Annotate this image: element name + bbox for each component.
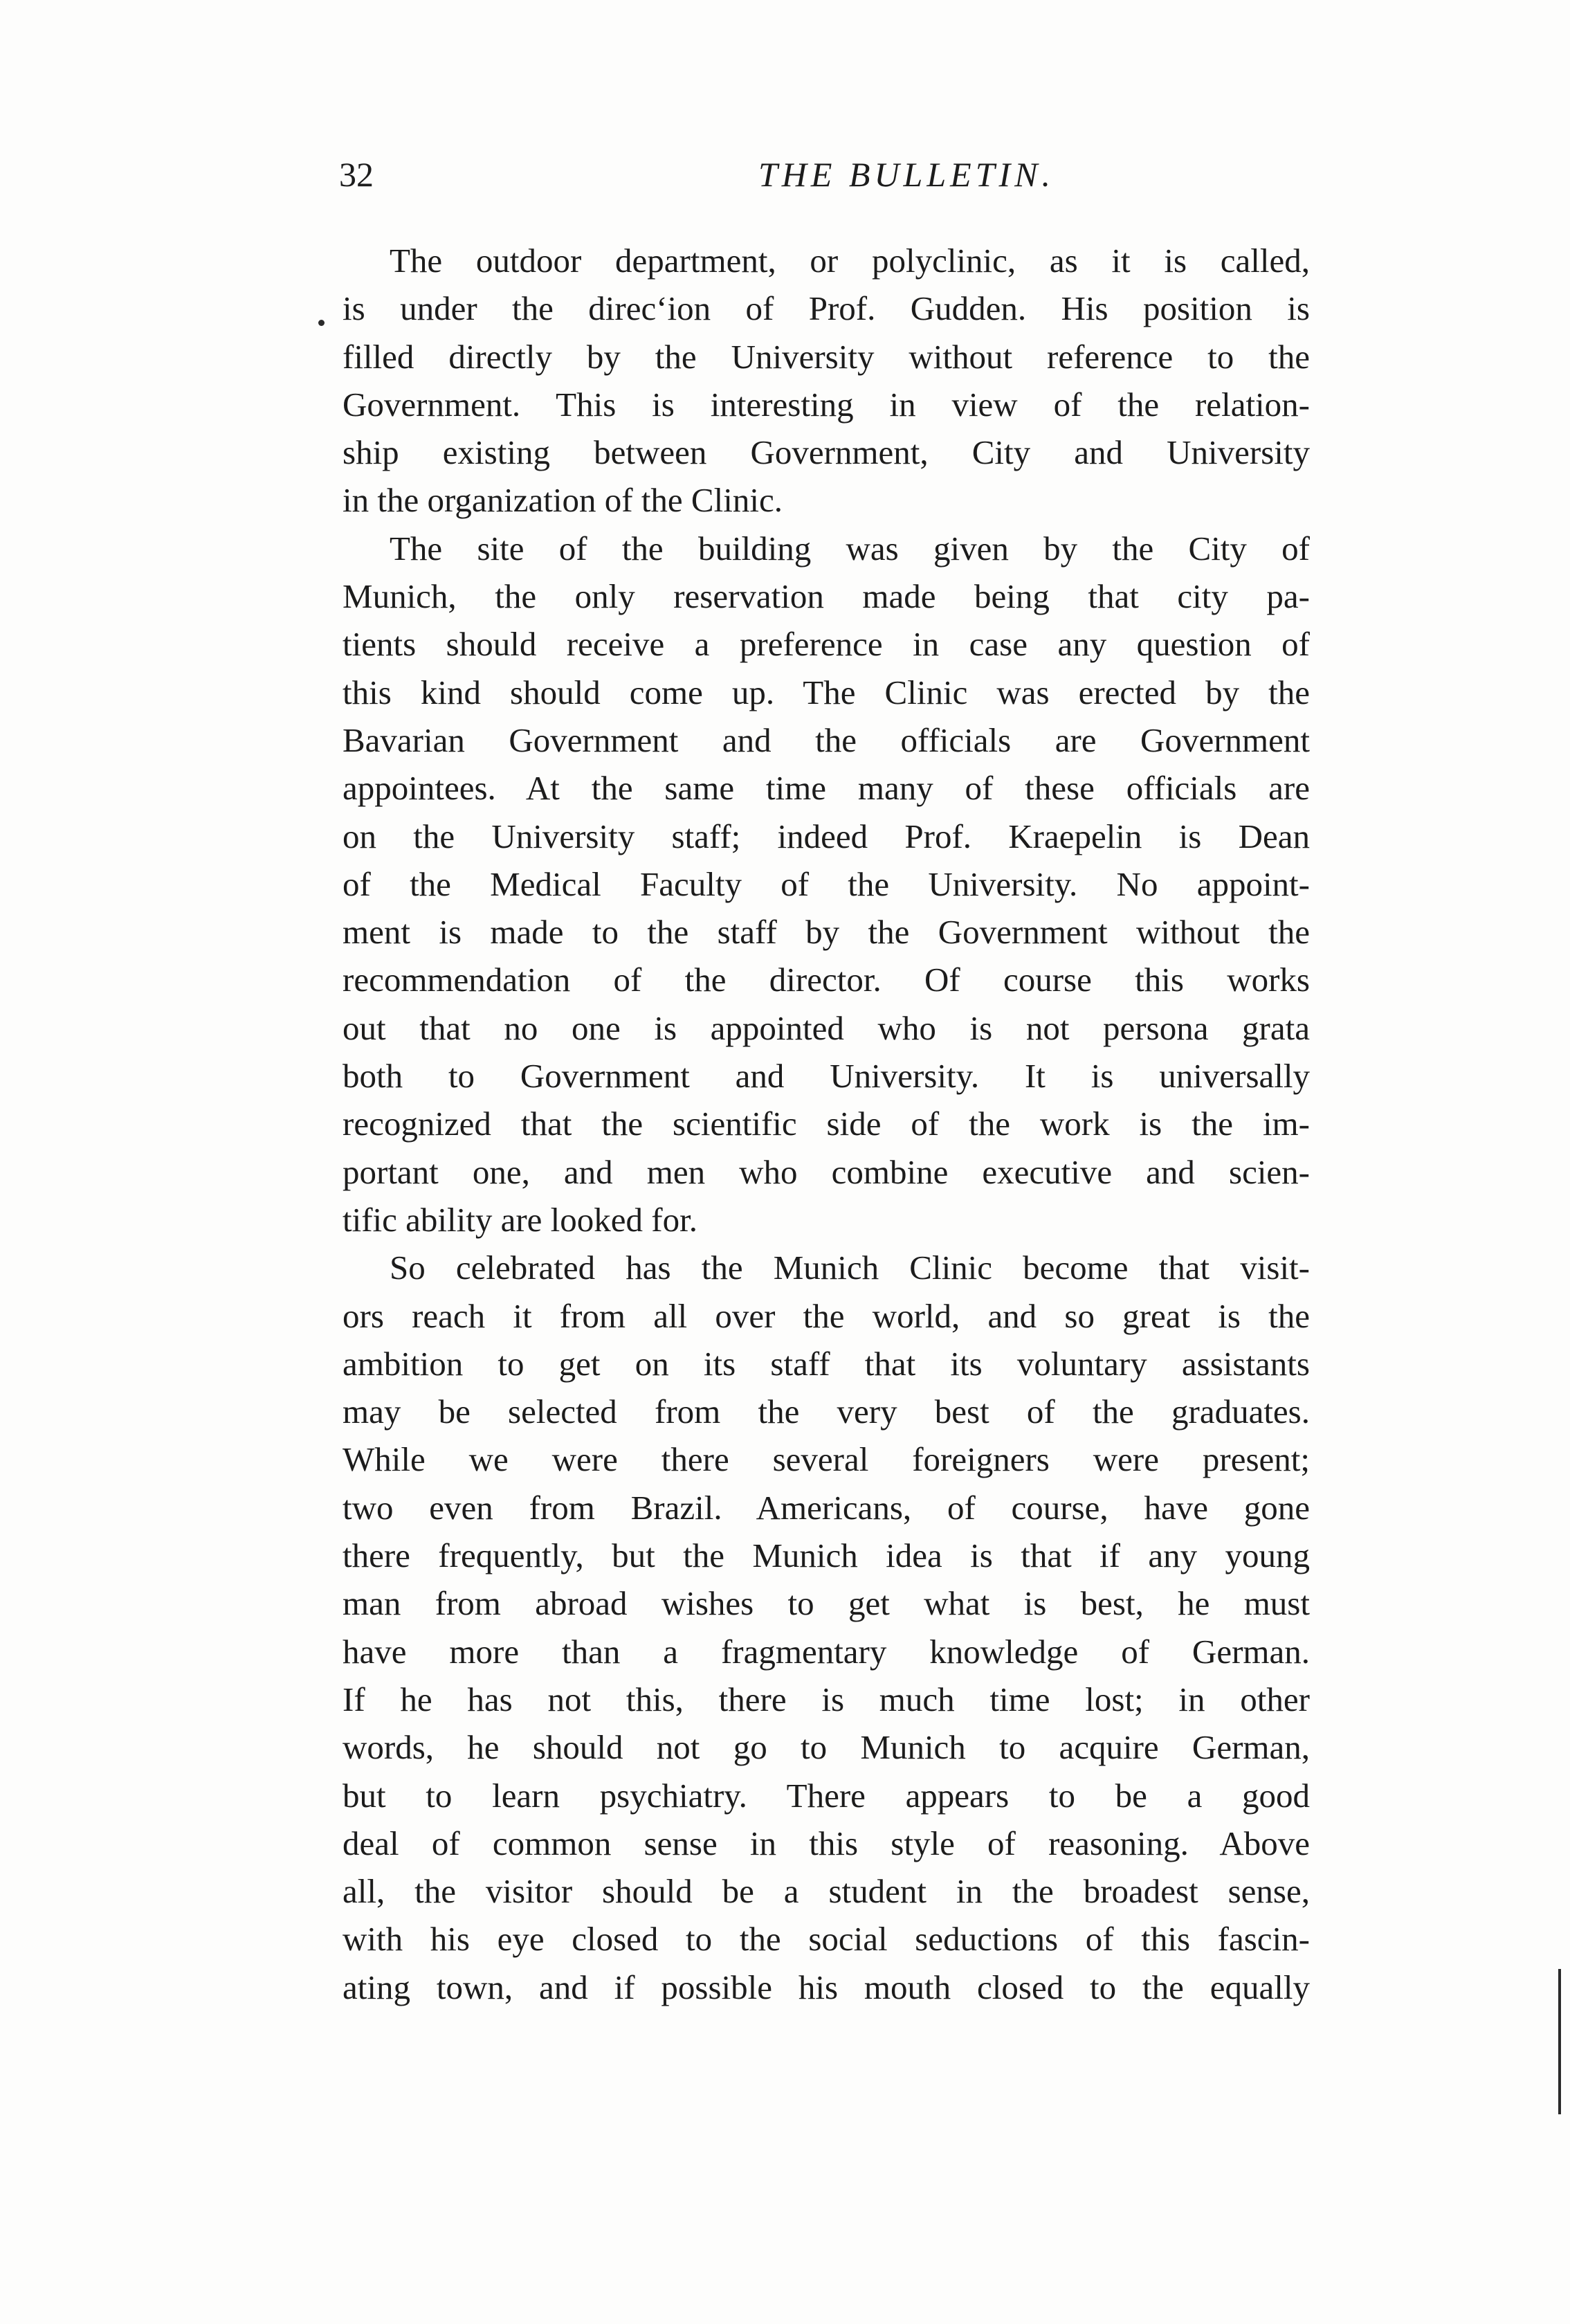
paragraph-2-line-2: Munich, the only reservation made being that city pa- <box>343 577 1310 616</box>
paragraph-2-line-4: this kind should come up. The Clinic was erected by the <box>343 673 1310 711</box>
paragraph-3-line-8: man from abroad wishes to get what is best, he must <box>343 1584 1310 1623</box>
paragraph-3-line-7: there frequently, but the Munich idea is that if any young <box>343 1536 1310 1575</box>
page-number: 32 <box>339 155 374 194</box>
paragraph-1-line-6: in the organization of the Clinic. <box>343 481 783 520</box>
paragraph-2-line-1: The site of the building was given by the City of <box>390 529 1310 568</box>
paragraph-3-line-16: ating town, and if possible his mouth closed to the equally <box>343 1968 1310 2006</box>
page-header <box>339 147 1322 202</box>
paragraph-2-line-10: recommendation of the director. Of course this works <box>343 961 1310 999</box>
paragraph-2-line-8: of the Medical Faculty of the University. No appoint- <box>343 864 1310 903</box>
paragraph-3-line-5: While we were there several foreigners were present; <box>343 1440 1310 1479</box>
paragraph-3-line-2: ors reach it from all over the world, and so great is the <box>343 1296 1310 1335</box>
paragraph-2-line-9: ment is made to the staff by the Government without the <box>343 913 1310 952</box>
paragraph-2-line-14: portant one, and men who combine executive and scien- <box>343 1152 1310 1191</box>
body-text <box>343 237 1310 2011</box>
paragraph-2-line-12: both to Government and University. It is universally <box>343 1057 1310 1096</box>
paragraph-1-line-3: filled directly by the University without reference to the <box>343 337 1310 376</box>
paragraph-1-line-1: The outdoor department, or polyclinic, as it is called, <box>390 242 1310 280</box>
paragraph-2-line-15: tific ability are looked for. <box>343 1200 697 1239</box>
paragraph-3-line-11: words, he should not go to Munich to acquire German, <box>343 1728 1310 1767</box>
running-title: THE BULLETIN. <box>758 155 1055 194</box>
paragraph-2-line-5: Bavarian Government and the officials are Government <box>343 720 1310 759</box>
paragraph-3-line-9: have more than a fragmentary knowledge of German. <box>343 1632 1310 1671</box>
paragraph-3-line-1: So celebrated has the Munich Clinic become that visit- <box>390 1249 1310 1287</box>
margin-dot-mark <box>318 320 325 326</box>
paragraph-3-line-12: but to learn psychiatry. There appears to be a good <box>343 1776 1310 1815</box>
paragraph-2-line-3: tients should receive a preference in case any question of <box>343 625 1310 664</box>
paragraph-2-line-7: on the University staff; indeed Prof. Kraepelin is Dean <box>343 817 1310 855</box>
paragraph-1-line-2: is under the direc‘ion of Prof. Gudden. His position is <box>343 289 1310 328</box>
paragraph-2-line-13: recognized that the scientific side of the work is the im- <box>343 1105 1310 1143</box>
paragraph-3-line-10: If he has not this, there is much time lost; in other <box>343 1680 1310 1718</box>
paragraph-1-line-4: Government. This is interesting in view of the relation- <box>343 385 1310 424</box>
paragraph-2-line-6: appointees. At the same time many of these officials are <box>343 769 1310 808</box>
scan-edge-mark <box>1558 1969 1561 2114</box>
paragraph-2-line-11: out that no one is appointed who is not persona grata <box>343 1008 1310 1047</box>
paragraph-3-line-13: deal of common sense in this style of reasoning. Above <box>343 1824 1310 1862</box>
paragraph-1-line-5: ship existing between Government, City and University <box>343 433 1310 472</box>
paragraph-3-line-3: ambition to get on its staff that its voluntary assistants <box>343 1344 1310 1383</box>
paragraph-3-line-6: two even from Brazil. Americans, of course, have gone <box>343 1488 1310 1527</box>
paragraph-3-line-14: all, the visitor should be a student in the broadest sense, <box>343 1872 1310 1911</box>
paragraph-3-line-15: with his eye closed to the social seductions of this fascin- <box>343 1920 1310 1959</box>
paragraph-3-line-4: may be selected from the very best of the graduates. <box>343 1392 1310 1431</box>
